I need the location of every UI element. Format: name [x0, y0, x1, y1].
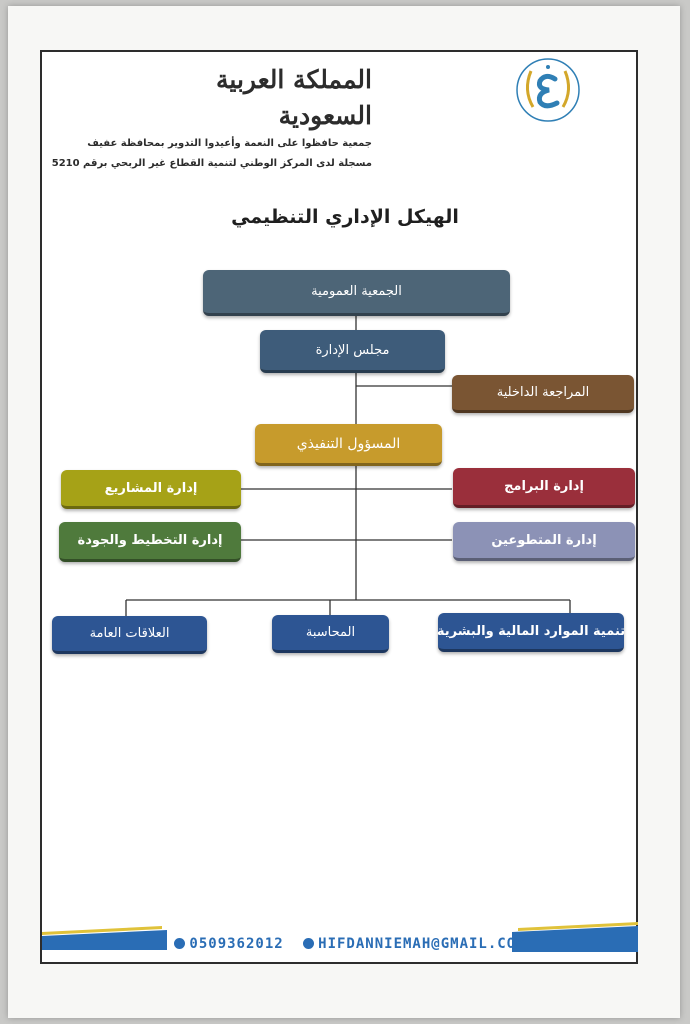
registration-line: مسجلة لدى المركز الوطني لتنمية القطاع غير الربحي برقم 5210	[51, 158, 372, 169]
contact-bar	[0, 936, 690, 952]
public-relations-box: العلاقات العامة	[52, 616, 207, 654]
projects-box: إدارة المشاريع	[61, 470, 241, 509]
volunteers-box: إدارة المتطوعين	[453, 522, 635, 561]
accounting-box: المحاسبة	[272, 615, 389, 653]
executive-box: المسؤول التنفيذي	[255, 424, 442, 466]
programs-box: إدارة البرامج	[453, 468, 635, 508]
general-assembly-box: الجمعية العمومية	[203, 270, 510, 316]
email-icon	[303, 938, 314, 949]
email-address: HIFDANNIEMAH@GMAIL.COM	[318, 936, 526, 952]
board-box: مجلس الإدارة	[260, 330, 445, 373]
phone-number: 0509362012	[189, 936, 284, 952]
chart-title: الهيكل الإداري التنظيمي	[231, 206, 459, 228]
association-name: جمعية حافظوا على النعمة وأعيدوا التدوير بمحافظة عفيف	[87, 138, 372, 149]
kingdom-name: المملكة العربية السعودية	[216, 65, 372, 130]
planning-quality-box: إدارة التخطيط والجودة	[59, 522, 241, 562]
hr-finance-box: تنمية الموارد المالية والبشرية	[438, 613, 624, 652]
internal-audit-box: المراجعة الداخلية	[452, 375, 634, 413]
phone-icon	[174, 938, 185, 949]
